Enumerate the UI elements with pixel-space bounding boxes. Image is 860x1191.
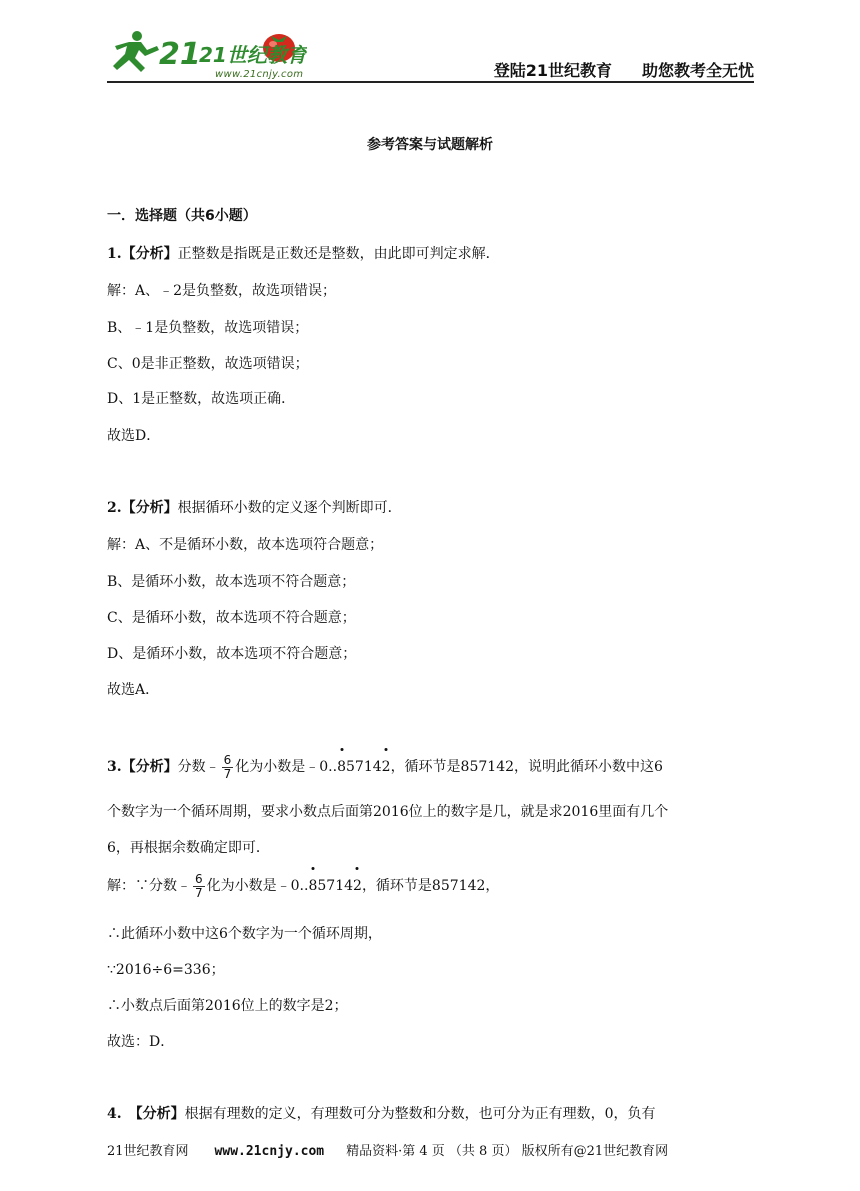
q3-line: ∴此循环小数中这6个数字为一个循环周期， xyxy=(107,926,382,942)
footer-page-info: 精品资料·第 4 页 （共 8 页） 版权所有@21世纪教育网 xyxy=(346,1144,669,1159)
q3-text: 化为小数是﹣0.. xyxy=(235,759,338,775)
q3-line: 故选：D． xyxy=(107,1034,175,1050)
q3-text: 化为小数是﹣0.. xyxy=(206,878,309,894)
q1-line: D、1是正整数，故选项正确． xyxy=(107,391,296,407)
repeat-digit-start: 8 xyxy=(308,871,317,901)
q2-tag: 2.【分析】 xyxy=(107,500,178,516)
q1-line: B、﹣1是负整数，故选项错误； xyxy=(107,320,309,336)
q2-analysis xyxy=(107,498,402,518)
fraction-denominator: 7 xyxy=(223,766,232,781)
doc-title: 参考答案与试题解析 xyxy=(367,137,493,153)
q2-line: 解：A、不是循环小数，故本选项符合题意； xyxy=(107,537,384,553)
slogan-motto: 助您教考全无忧 xyxy=(641,61,754,80)
q1-line: C、0是非正整数，故选项错误； xyxy=(107,356,309,372)
q1-analysis xyxy=(107,244,500,264)
q2-line: C、是循环小数，故本选项不符合题意； xyxy=(107,610,356,626)
logo-tagline: www.21cnjy.com xyxy=(215,69,304,80)
q3-text: 分数﹣ xyxy=(177,759,220,775)
q3-tag: 3.【分析】 xyxy=(107,759,178,775)
q1-line: 解：A、﹣2是负整数，故选项错误； xyxy=(107,283,337,299)
q2-line: B、是循环小数，故本选项不符合题意； xyxy=(107,574,356,590)
repeat-digit-end: 2 xyxy=(353,871,362,901)
runner-icon xyxy=(113,31,159,72)
repeat-digit-end: 2 xyxy=(382,752,391,782)
page-footer xyxy=(107,1140,668,1159)
svg-text:21: 21 xyxy=(159,37,201,72)
repeat-digit-start: 8 xyxy=(337,752,346,782)
q4-tag: 4. 【分析】 xyxy=(107,1106,185,1122)
q1-tag: 1.【分析】 xyxy=(107,246,178,262)
q1-analysis-text: 正整数是指既是正数还是整数，由此即可判定求解． xyxy=(177,246,500,262)
q3-analysis-line3: 6，再根据余数确定即可． xyxy=(107,840,270,856)
q3-line: ∵2016÷6=336； xyxy=(107,962,225,978)
q3-text: ，循环节是857142，说明此循环小数中这6 xyxy=(390,759,663,775)
q3-line: ∴小数点后面第2016位上的数字是2； xyxy=(107,998,348,1014)
q3-analysis-line2: 个数字为一个循环周期，要求小数点后面第2016位上的数字是几，就是求2016里面有几个 xyxy=(107,804,669,820)
q2-line: 故选A． xyxy=(107,682,160,698)
logo-wordmark: 21世纪教育 xyxy=(199,43,307,67)
fraction-denominator: 7 xyxy=(195,885,203,900)
q3-text: 解：∵分数﹣ xyxy=(107,878,191,894)
fraction xyxy=(222,754,234,781)
q1-line: 故选D． xyxy=(107,428,161,444)
repeat-digits: 5714 xyxy=(317,878,354,894)
footer-site: 21世纪教育网 xyxy=(107,1144,189,1159)
q4-analysis-text: 根据有理数的定义，有理数可分为整数和分数，也可分为正有理数，0，负有 xyxy=(184,1106,656,1122)
section-heading: 一．选择题（共6小题） xyxy=(107,208,257,224)
slogan-login: 登陆21世纪教育 xyxy=(493,61,612,80)
fraction xyxy=(193,873,205,900)
q2-analysis-text: 根据循环小数的定义逐个判断即可． xyxy=(177,500,402,516)
q2-line: D、是循环小数，故本选项不符合题意； xyxy=(107,646,357,662)
page-header xyxy=(107,28,754,82)
footer-url[interactable]: www.21cnjy.com xyxy=(214,1144,325,1159)
q3-analysis-line1 xyxy=(107,752,663,782)
q4-analysis xyxy=(107,1104,656,1124)
fraction-numerator: 6 xyxy=(223,752,232,767)
header-divider xyxy=(107,81,754,83)
q3-solution-line xyxy=(107,871,499,901)
repeat-digits: 5714 xyxy=(346,759,382,775)
header-slogan xyxy=(494,58,754,81)
q3-text: ，循环节是857142， xyxy=(361,878,500,894)
fraction-numerator: 6 xyxy=(195,871,203,886)
